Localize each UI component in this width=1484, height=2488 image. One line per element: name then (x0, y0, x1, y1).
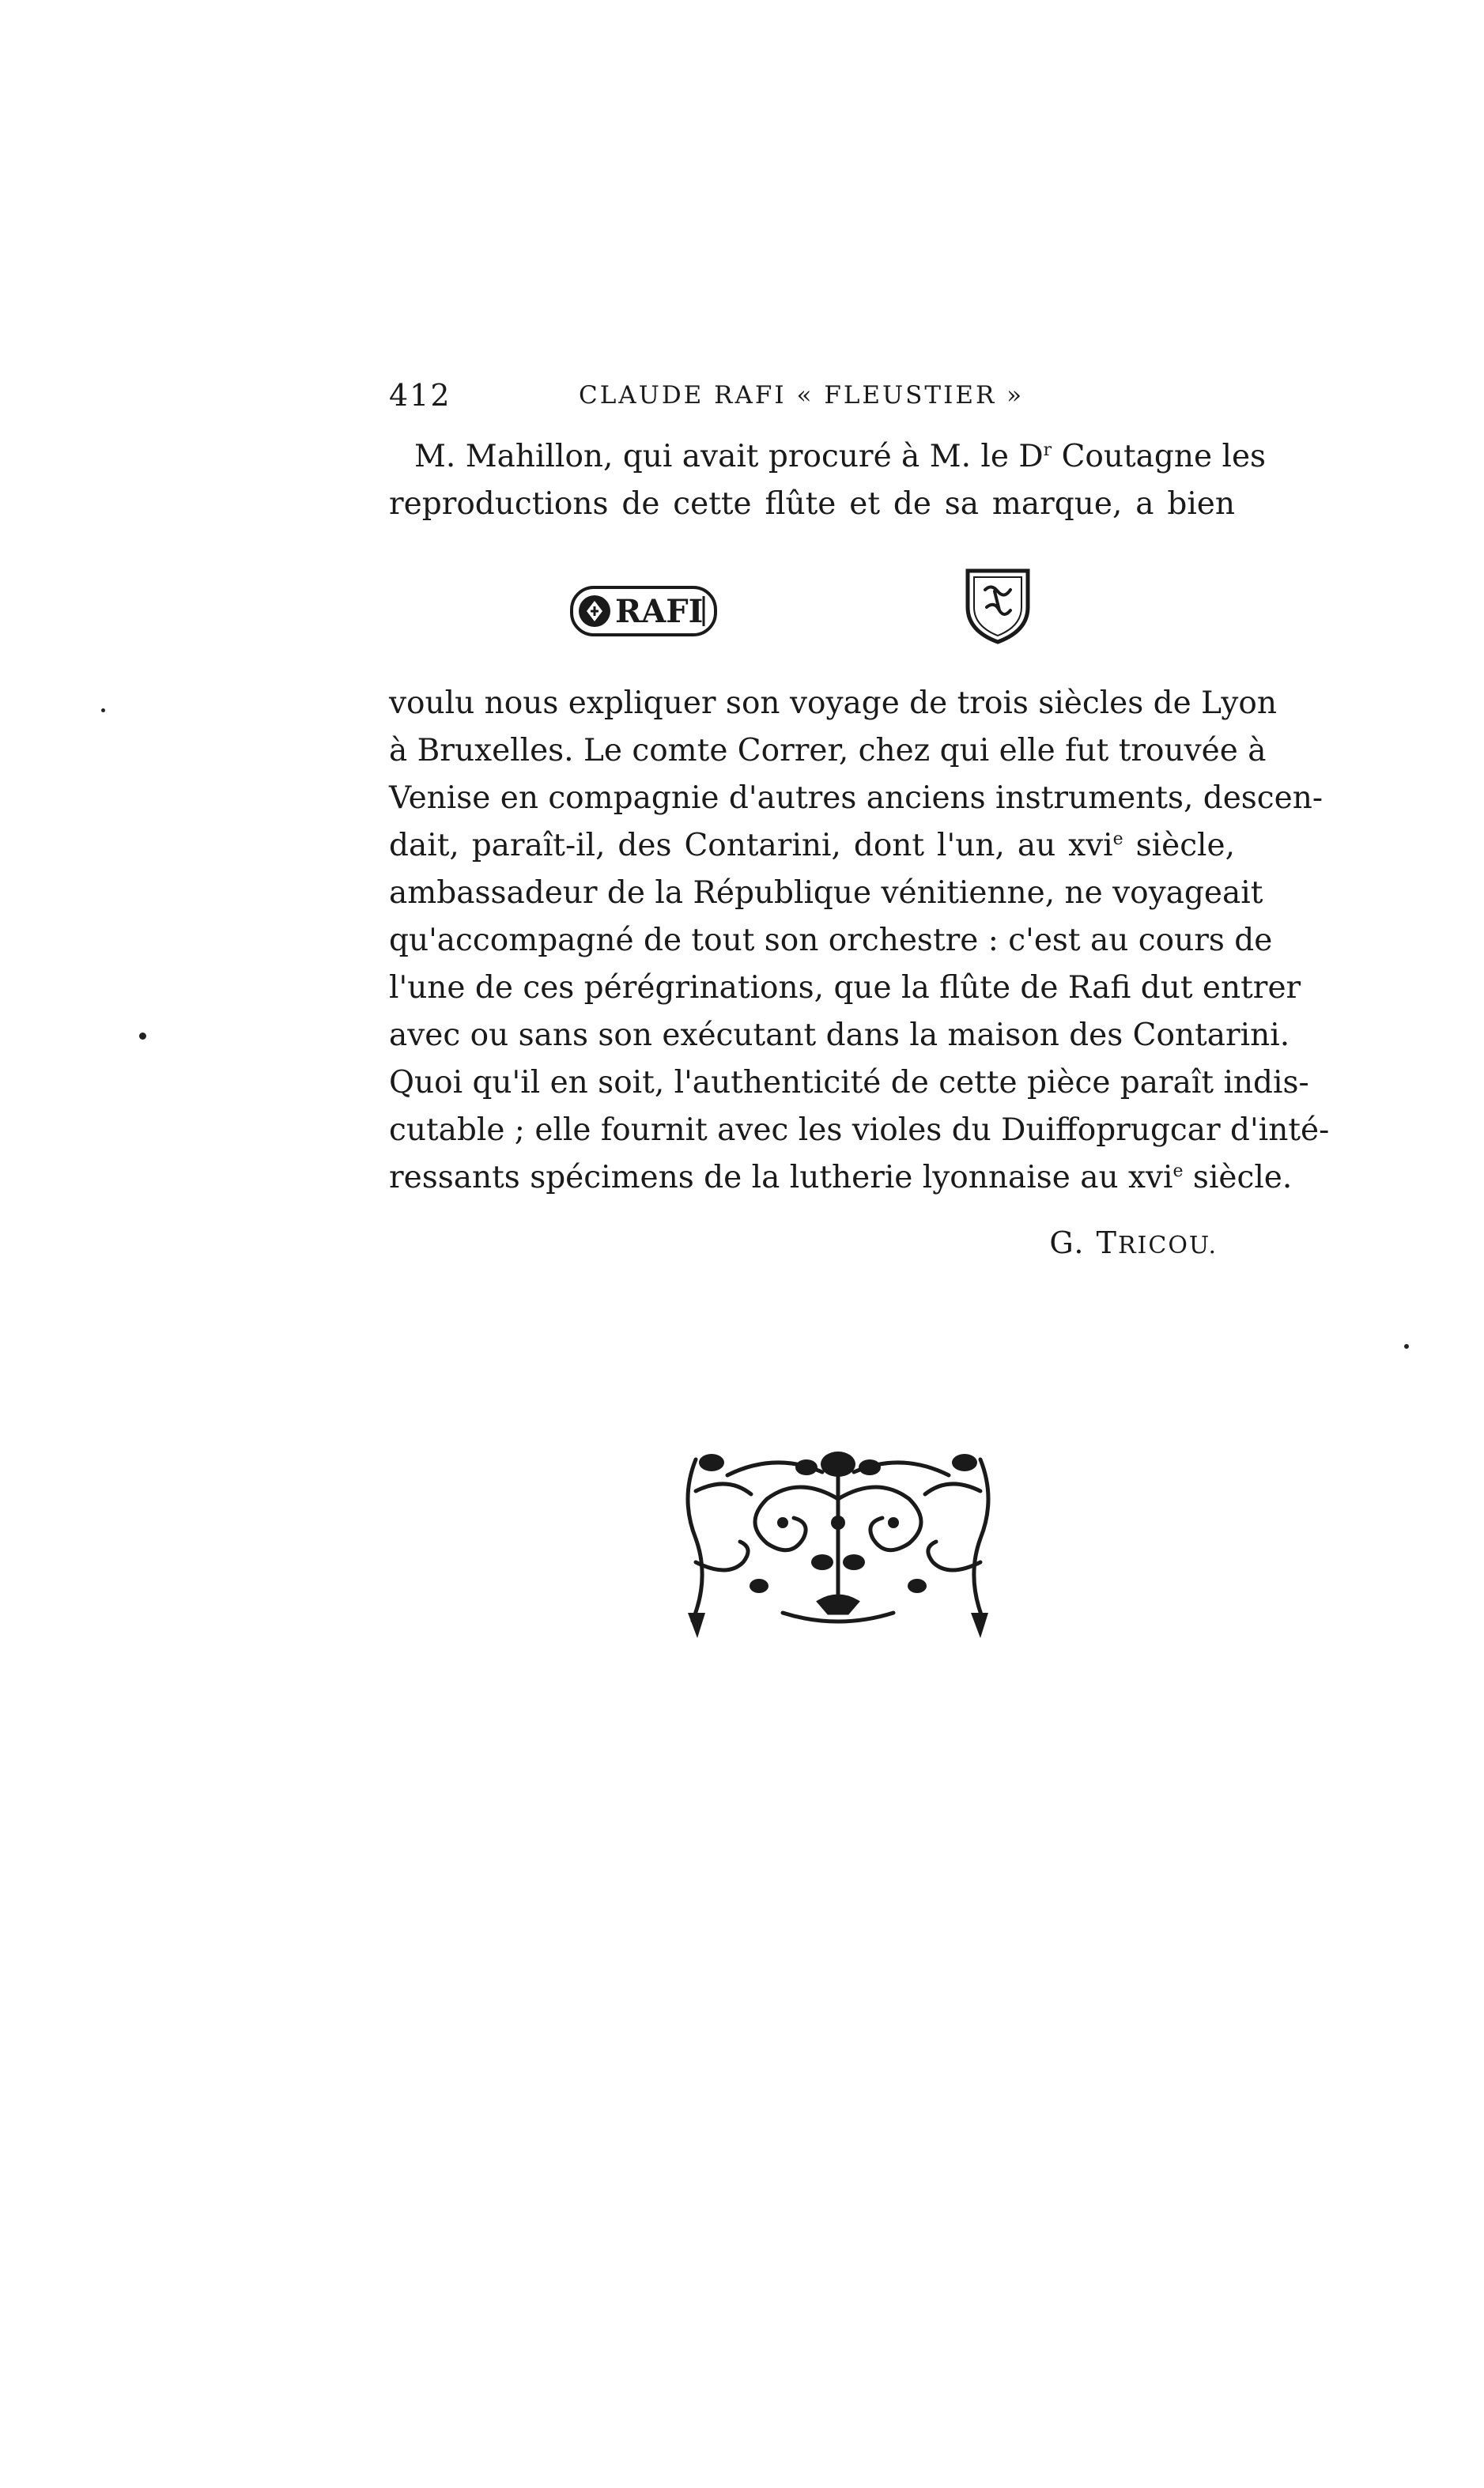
ink-speck (1404, 1344, 1409, 1349)
superscript: e (1172, 1161, 1184, 1181)
superscript: e (1112, 829, 1123, 849)
text-line: qu'accompagné de tout son orchestre : c'est au cours de (389, 923, 1273, 958)
signature-initial: G. T (1049, 1225, 1118, 1260)
superscript: r (1043, 440, 1052, 460)
text-line: l'une de ces pérégrinations, que la flûte de Rafi dut entrer (389, 970, 1301, 1006)
text-span: dait, paraît-il, des Contarini, dont l'un, au xvi (389, 828, 1113, 863)
paragraph-two (389, 680, 1330, 1202)
text-span: ressants spécimens de la lutherie lyonnaise au xvi (389, 1160, 1173, 1195)
text-line: à Bruxelles. Le comte Correr, chez qui elle fut trouvée à (389, 733, 1267, 768)
text-line: cutable ; elle fournit avec les violes du Duiffoprugcar d'inté- (389, 1112, 1330, 1148)
ink-speck (101, 708, 105, 712)
text-span: Coutagne les (1052, 439, 1267, 474)
rafi-stamp-mark (569, 585, 718, 637)
text-span: siècle, (1123, 828, 1235, 863)
running-head (389, 378, 1235, 422)
page-number: 412 (389, 378, 451, 413)
floral-tailpiece-ornament-icon (664, 1444, 1012, 1641)
signature-surname: RICOU. (1117, 1232, 1218, 1259)
text-line: ambassadeur de la République vénitienne, ne voyageait (389, 875, 1263, 911)
text-line: avec ou sans son exécutant dans la maison des Contarini. (389, 1017, 1290, 1053)
text-line (389, 1154, 1293, 1202)
text-span: M. Mahillon, qui avait procuré à M. le D (414, 439, 1044, 474)
text-line: voulu nous expliquer son voyage de trois siècles de Lyon (389, 685, 1277, 721)
rafi-stamp-text: RAFI (615, 593, 704, 630)
text-line (389, 822, 1235, 870)
text-span: siècle. (1183, 1160, 1293, 1195)
text-line: Quoi qu'il en soit, l'authenticité de cette pièce paraît indis- (389, 1065, 1309, 1101)
paragraph-one (389, 433, 1267, 528)
author-signature (980, 1225, 1218, 1273)
ink-speck (139, 1033, 146, 1040)
running-title: CLAUDE RAFI « FLEUSTIER » (579, 381, 1025, 410)
text-line (389, 433, 1267, 481)
text-line: Venise en compagnie d'autres anciens instruments, descen- (389, 780, 1324, 816)
shield-crest-icon (963, 566, 1033, 645)
text-line: reproductions de cette flûte et de sa marque, a bien (389, 486, 1235, 522)
